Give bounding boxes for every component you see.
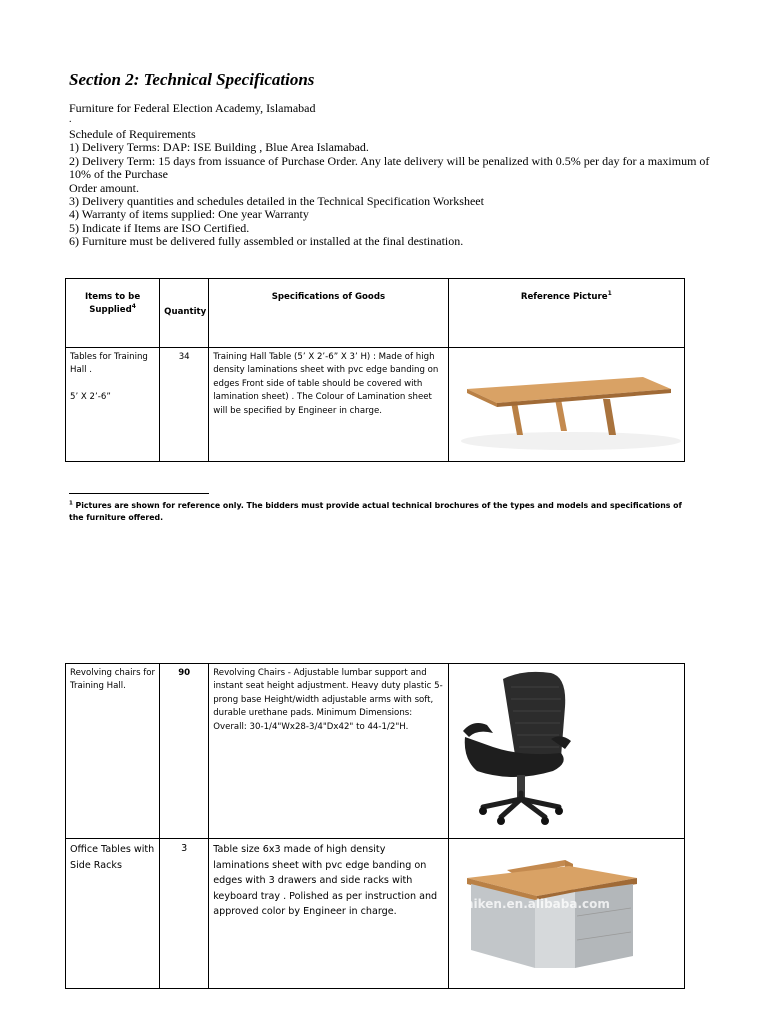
requirement-line: 4) Warranty of items supplied: One year Warranty — [69, 207, 309, 222]
footnote-text: Pictures are shown for reference only. The bidders must provide actual technical brochures of the types and models and specifications of the furniture offered. — [69, 501, 682, 522]
requirement-line: 1) Delivery Terms: DAP: ISE Building , Blue Area Islamabad. — [69, 140, 369, 155]
table-row — [66, 839, 685, 988]
footnote-rule — [69, 493, 209, 494]
spec-cell: Table size 6x3 made of high density laminations sheet with pvc edge banding on edges with 3 drawers and side racks with keyboard tray . Polished as per instruction and approved color by Engineer in charge. — [209, 839, 448, 988]
office-desk-photo — [453, 842, 685, 979]
document-subtitle: Furniture for Federal Election Academy, Islamabad — [69, 101, 316, 115]
schedule-of-requirements — [69, 128, 709, 249]
requirement-line: 5) Indicate if Items are ISO Certified. — [69, 220, 250, 235]
item-size: 5’ X 2’-6” — [70, 391, 111, 402]
requirement-line: Order amount. — [69, 180, 139, 195]
header-items: Items to be Supplied$^4$ — [66, 279, 160, 348]
spec-cell: Revolving Chairs - Adjustable lumbar support and instant seat height adjustment. Heavy duty plastic 5-prong base Height/width adjustable arms with soft, durable urethane pads. Minimum Dimensions: Overall: 30-1/4"Wx28-3/4"Dx42" to 44-1/2"H. — [209, 664, 448, 839]
separator-dot: . — [69, 114, 72, 125]
item-cell: Office Tables with Side Racks — [66, 839, 160, 988]
requirement-line: 2) Delivery Term: 15 days from issuance of Purchase Order. Any late delivery will be penalized with 0.5% per day for a maximum of — [69, 153, 710, 168]
footnote — [69, 500, 689, 524]
item-cell: Revolving chairs for Training Hall. — [66, 664, 160, 839]
requirement-line: 6) Furniture must be delivered fully assembled or installed at the final destination. — [69, 234, 464, 249]
item-cell: Tables for Training Hall . 5’ X 2’-6” — [66, 348, 160, 462]
requirement-line: 10% of the Purchase — [69, 167, 168, 182]
quantity-cell: 90 — [160, 664, 209, 839]
quantity-cell: 34 — [160, 348, 209, 462]
requirement-line: 3) Delivery quantities and schedules detailed in the Technical Specification Worksheet — [69, 194, 484, 209]
quantity-cell: 3 — [160, 839, 209, 988]
header-picture: Reference Picture$^1$ — [448, 279, 684, 348]
specification-table — [65, 663, 685, 989]
picture-cell — [448, 664, 684, 839]
footnote-mark: 1 — [607, 290, 612, 298]
requirements-title: Schedule of Requirements — [69, 127, 196, 141]
header-specifications: Specifications of Goods — [209, 279, 448, 348]
table-row — [66, 348, 685, 462]
watermark-text: miken.en.alibaba.com — [460, 897, 610, 912]
footnote-mark: 1 — [69, 500, 73, 507]
section-heading: Section 2: Technical Specifications — [69, 70, 315, 89]
training-table-photo — [453, 351, 685, 453]
revolving-chair-photo — [453, 667, 685, 830]
table-row — [66, 664, 685, 839]
spec-cell: Training Hall Table (5’ X 2’-6” X 3’ H) : Made of high density laminations sheet with pvc edge banding on edges Front side of table should be covered with lamination sheet) . The Colour of Lamination sheet will be specified by Engineer in charge. — [209, 348, 448, 462]
picture-cell — [448, 348, 684, 462]
picture-cell — [448, 839, 684, 988]
specification-table — [65, 278, 685, 462]
header-quantity: Quantity — [160, 279, 209, 348]
footnote-mark: 4 — [131, 303, 136, 311]
